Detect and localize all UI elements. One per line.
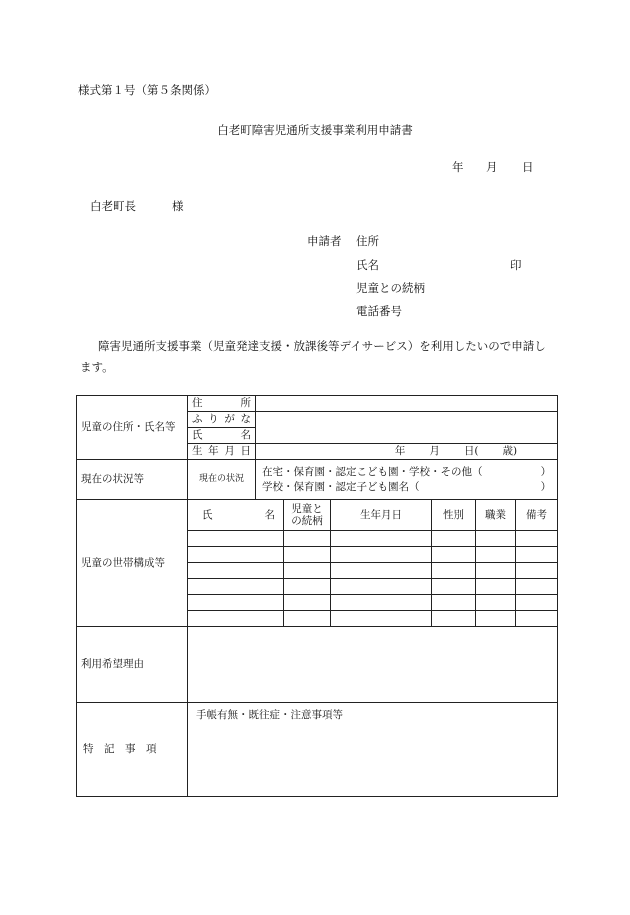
relation-header-line-2: の続柄	[291, 515, 323, 527]
household-occupation-cell[interactable]	[476, 547, 516, 563]
household-sex-cell[interactable]	[432, 547, 476, 563]
household-birthdate-cell[interactable]	[331, 611, 432, 627]
household-birthdate-cell[interactable]	[331, 531, 432, 547]
household-name-cell[interactable]	[188, 611, 284, 627]
household-birthdate-cell[interactable]	[331, 563, 432, 579]
status-sub-label: 現在の状況	[188, 460, 256, 500]
household-occupation-header: 職業	[476, 500, 516, 531]
child-info-label: 児童の住所・氏名等	[77, 396, 188, 460]
household-sex-cell[interactable]	[432, 595, 476, 611]
notes-field[interactable]	[188, 703, 558, 797]
household-occupation-cell[interactable]	[476, 531, 516, 547]
household-relation-header	[284, 500, 331, 531]
status-options: 在宅・保育園・認定こども園・学校・その他（	[262, 465, 483, 478]
household-occupation-cell[interactable]	[476, 611, 516, 627]
applicant-relation-label: 児童との続柄	[356, 281, 425, 295]
household-occupation-cell[interactable]	[476, 563, 516, 579]
application-table	[76, 395, 558, 797]
reason-field[interactable]	[188, 627, 558, 703]
applicant-phone-label: 電話番号	[356, 304, 402, 318]
date-year-label: 年	[452, 160, 464, 174]
household-occupation-cell[interactable]	[476, 595, 516, 611]
household-remarks-cell[interactable]	[516, 611, 558, 627]
birth-year-label: 年	[394, 445, 406, 458]
applicant-address-label: 住所	[356, 234, 379, 248]
addressee-honorific: 様	[172, 199, 184, 213]
household-name-cell[interactable]	[188, 531, 284, 547]
household-sex-cell[interactable]	[432, 579, 476, 595]
status-label: 現在の状況等	[77, 460, 188, 500]
household-remarks-cell[interactable]	[516, 563, 558, 579]
relation-header-line-1: 児童と	[291, 502, 323, 515]
household-relation-cell[interactable]	[284, 579, 331, 595]
seal-mark: 印	[510, 258, 522, 272]
household-sex-cell[interactable]	[432, 531, 476, 547]
school-name-close: ）	[540, 480, 552, 493]
child-name-label: 氏 名	[188, 428, 256, 444]
household-sex-cell[interactable]	[432, 611, 476, 627]
household-remarks-cell[interactable]	[516, 531, 558, 547]
household-remarks-header: 備考	[516, 500, 558, 531]
child-name-field[interactable]	[256, 412, 558, 444]
child-birthdate-field[interactable]	[256, 444, 558, 460]
applicant-label: 申請者	[307, 234, 342, 248]
status-options-close: ）	[540, 465, 552, 478]
birth-age-label: 歳)	[502, 445, 518, 458]
school-name-label: 学校・保育園・認定子ども園名（	[262, 480, 420, 493]
household-remarks-cell[interactable]	[516, 579, 558, 595]
household-remarks-cell[interactable]	[516, 595, 558, 611]
household-birthdate-header: 生年月日	[331, 500, 432, 531]
household-occupation-cell[interactable]	[476, 579, 516, 595]
household-relation-cell[interactable]	[284, 547, 331, 563]
reason-label: 利用希望理由	[77, 627, 188, 703]
furigana-label: ふりがな	[188, 412, 256, 428]
birthdate-label: 生年月日	[188, 444, 256, 460]
child-address-field[interactable]	[256, 396, 558, 412]
household-relation-cell[interactable]	[284, 563, 331, 579]
household-birthdate-cell[interactable]	[331, 547, 432, 563]
date-day-label: 日	[522, 160, 534, 174]
household-name-cell[interactable]	[188, 579, 284, 595]
applicant-name-label: 氏名	[356, 258, 379, 272]
address-label: 住 所	[188, 396, 256, 412]
form-number: 様式第１号（第５条関係）	[78, 83, 216, 97]
household-name-cell[interactable]	[188, 595, 284, 611]
household-relation-cell[interactable]	[284, 531, 331, 547]
household-label: 児童の世帯構成等	[77, 500, 188, 627]
birth-month-label: 月	[429, 445, 440, 458]
statement-line-1: 障害児通所支援事業（児童発達支援・放課後等デイサービス）を利用したいので申請し	[98, 339, 546, 353]
household-name-header: 氏 名	[188, 500, 284, 531]
date-month-label: 月	[486, 160, 498, 174]
addressee: 白老町長	[90, 199, 136, 213]
household-sex-header: 性別	[432, 500, 476, 531]
notes-label: 特 記 事 項	[77, 703, 188, 797]
household-name-cell[interactable]	[188, 547, 284, 563]
birth-day-label: 日(	[463, 445, 479, 458]
statement-line-2: ます。	[80, 360, 114, 374]
status-field[interactable]	[256, 460, 558, 500]
household-name-cell[interactable]	[188, 563, 284, 579]
household-relation-cell[interactable]	[284, 611, 331, 627]
household-birthdate-cell[interactable]	[331, 579, 432, 595]
household-remarks-cell[interactable]	[516, 547, 558, 563]
household-birthdate-cell[interactable]	[331, 595, 432, 611]
form-title: 白老町障害児通所支援事業利用申請書	[217, 123, 413, 137]
household-relation-cell[interactable]	[284, 595, 331, 611]
household-sex-cell[interactable]	[432, 563, 476, 579]
notes-hint: 手帳有無・既往症・注意事項等	[196, 709, 343, 721]
